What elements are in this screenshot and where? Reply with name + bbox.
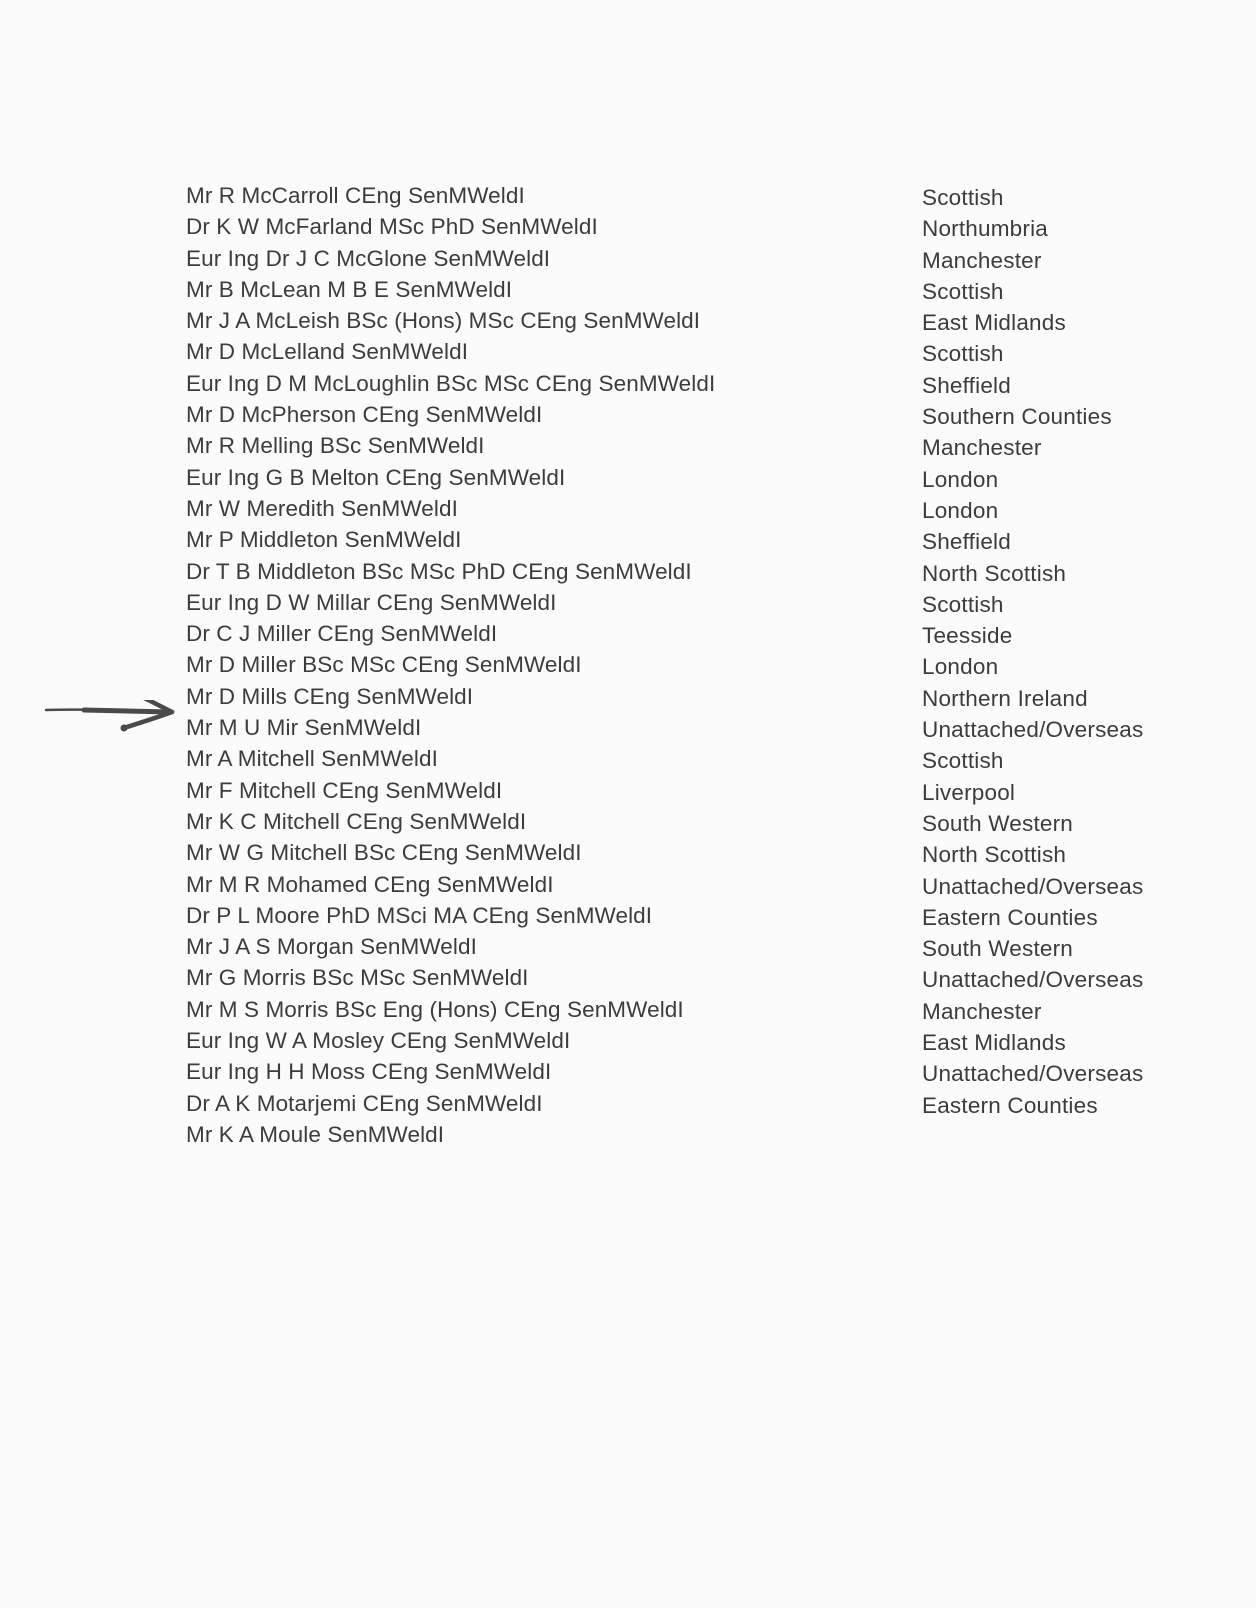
member-name: Mr D McLelland SenMWeldI <box>186 339 469 365</box>
member-name: Mr W Meredith SenMWeldI <box>186 495 458 521</box>
member-branch: Manchester <box>922 247 1042 273</box>
member-name: Mr W G Mitchell BSc CEng SenMWeldI <box>186 840 582 866</box>
list-item <box>186 368 1186 399</box>
member-name: Eur Ing Dr J C McGlone SenMWeldI <box>186 245 551 271</box>
list-item <box>186 211 1186 242</box>
member-name: Mr R McCarroll CEng SenMWeldI <box>186 183 525 208</box>
member-branch: East Midlands <box>922 310 1066 336</box>
member-name: Mr R Melling BSc SenMWeldI <box>186 433 485 459</box>
member-branch: Unattached/Overseas <box>922 967 1144 993</box>
list-item <box>186 806 1186 837</box>
member-branch: Scottish <box>922 278 1004 304</box>
member-branch: Liverpool <box>922 779 1016 805</box>
member-branch: East Midlands <box>922 1030 1066 1056</box>
list-item <box>186 1025 1186 1056</box>
member-branch: Scottish <box>922 748 1004 774</box>
member-name: Mr M R Mohamed CEng SenMWeldI <box>186 871 554 897</box>
list-item <box>186 274 1186 305</box>
member-branch: Sheffield <box>922 529 1011 555</box>
member-branch: London <box>922 466 999 492</box>
list-item <box>186 493 1186 524</box>
member-name: Dr K W McFarland MSc PhD SenMWeldI <box>186 214 598 240</box>
list-item <box>186 430 1186 461</box>
member-branch: Scottish <box>922 185 1004 210</box>
member-name: Mr K C Mitchell CEng SenMWeldI <box>186 808 527 834</box>
list-item <box>186 743 1186 774</box>
member-branch: South Western <box>922 936 1074 962</box>
member-branch: Manchester <box>922 998 1042 1024</box>
list-item <box>186 900 1186 931</box>
member-name: Dr P L Moore PhD MSci MA CEng SenMWeldI <box>186 902 653 928</box>
member-name: Mr J A McLeish BSc (Hons) MSc CEng SenMWeldI <box>186 308 701 334</box>
list-item <box>186 336 1186 367</box>
member-name: Mr M S Morris BSc Eng (Hons) CEng SenMWeldI <box>186 996 684 1022</box>
member-branch: Manchester <box>922 435 1042 461</box>
member-list <box>186 180 1186 1150</box>
member-name: Dr T B Middleton BSc MSc PhD CEng SenMWeldI <box>186 558 692 584</box>
list-item <box>186 180 1186 211</box>
member-name: Eur Ing G B Melton CEng SenMWeldI <box>186 464 566 490</box>
member-name: Mr D Mills CEng SenMWeldI <box>186 683 474 709</box>
member-branch: London <box>922 654 999 680</box>
list-item <box>186 869 1186 900</box>
list-item <box>186 931 1186 962</box>
list-item <box>186 524 1186 555</box>
member-name: Mr M U Mir SenMWeldI <box>186 715 422 741</box>
member-name: Eur Ing H H Moss CEng SenMWeldI <box>186 1059 552 1085</box>
list-item <box>186 587 1186 618</box>
member-branch: Unattached/Overseas <box>922 873 1144 899</box>
list-item <box>186 1119 1186 1150</box>
list-item <box>186 649 1186 680</box>
member-branch: North Scottish <box>922 842 1067 868</box>
list-item <box>186 399 1186 430</box>
list-item <box>186 243 1186 274</box>
member-branch: Scottish <box>922 591 1004 617</box>
member-branch: Teesside <box>922 623 1013 649</box>
member-name: Mr P Middleton SenMWeldI <box>186 527 462 553</box>
member-branch: South Western <box>922 810 1074 836</box>
list-item <box>186 775 1186 806</box>
member-branch: London <box>922 497 999 523</box>
member-branch: Sheffield <box>922 372 1011 398</box>
member-name: Mr F Mitchell CEng SenMWeldI <box>186 777 503 803</box>
member-name: Eur Ing W A Mosley CEng SenMWeldI <box>186 1028 571 1054</box>
member-branch: Unattached/Overseas <box>922 1061 1144 1087</box>
list-item <box>186 1056 1186 1087</box>
list-item <box>186 305 1186 336</box>
list-item <box>186 962 1186 993</box>
member-name: Dr C J Miller CEng SenMWeldI <box>186 621 498 647</box>
list-item-highlighted <box>186 712 1186 743</box>
list-item <box>186 837 1186 868</box>
list-item <box>186 618 1186 649</box>
member-name: Dr A K Motarjemi CEng SenMWeldI <box>186 1090 543 1116</box>
member-branch: North Scottish <box>922 560 1067 586</box>
member-branch: Eastern Counties <box>922 1092 1098 1118</box>
member-name: Mr J A S Morgan SenMWeldI <box>186 934 477 960</box>
member-branch: Northumbria <box>922 216 1048 242</box>
member-name: Mr D McPherson CEng SenMWeldI <box>186 402 543 428</box>
list-item <box>186 462 1186 493</box>
member-branch: Unattached/Overseas <box>922 717 1144 743</box>
member-branch: Scottish <box>922 341 1004 367</box>
hand-drawn-arrow-icon <box>44 700 184 750</box>
list-item <box>186 681 1186 712</box>
member-name: Mr B McLean M B E SenMWeldI <box>186 276 513 302</box>
member-name: Mr K A Moule SenMWeldI <box>186 1121 445 1147</box>
member-branch: Eastern Counties <box>922 904 1098 930</box>
member-name: Mr G Morris BSc MSc SenMWeldI <box>186 965 529 991</box>
member-name: Mr D Miller BSc MSc CEng SenMWeldI <box>186 652 582 678</box>
member-branch: Northern Ireland <box>922 685 1088 711</box>
list-item <box>186 556 1186 587</box>
member-name: Eur Ing D M McLoughlin BSc MSc CEng SenMWeldI <box>186 370 716 396</box>
list-item <box>186 994 1186 1025</box>
list-item <box>186 1088 1186 1119</box>
member-name: Eur Ing D W Millar CEng SenMWeldI <box>186 589 557 615</box>
member-name: Mr A Mitchell SenMWeldI <box>186 746 438 772</box>
member-branch: Southern Counties <box>922 404 1112 430</box>
